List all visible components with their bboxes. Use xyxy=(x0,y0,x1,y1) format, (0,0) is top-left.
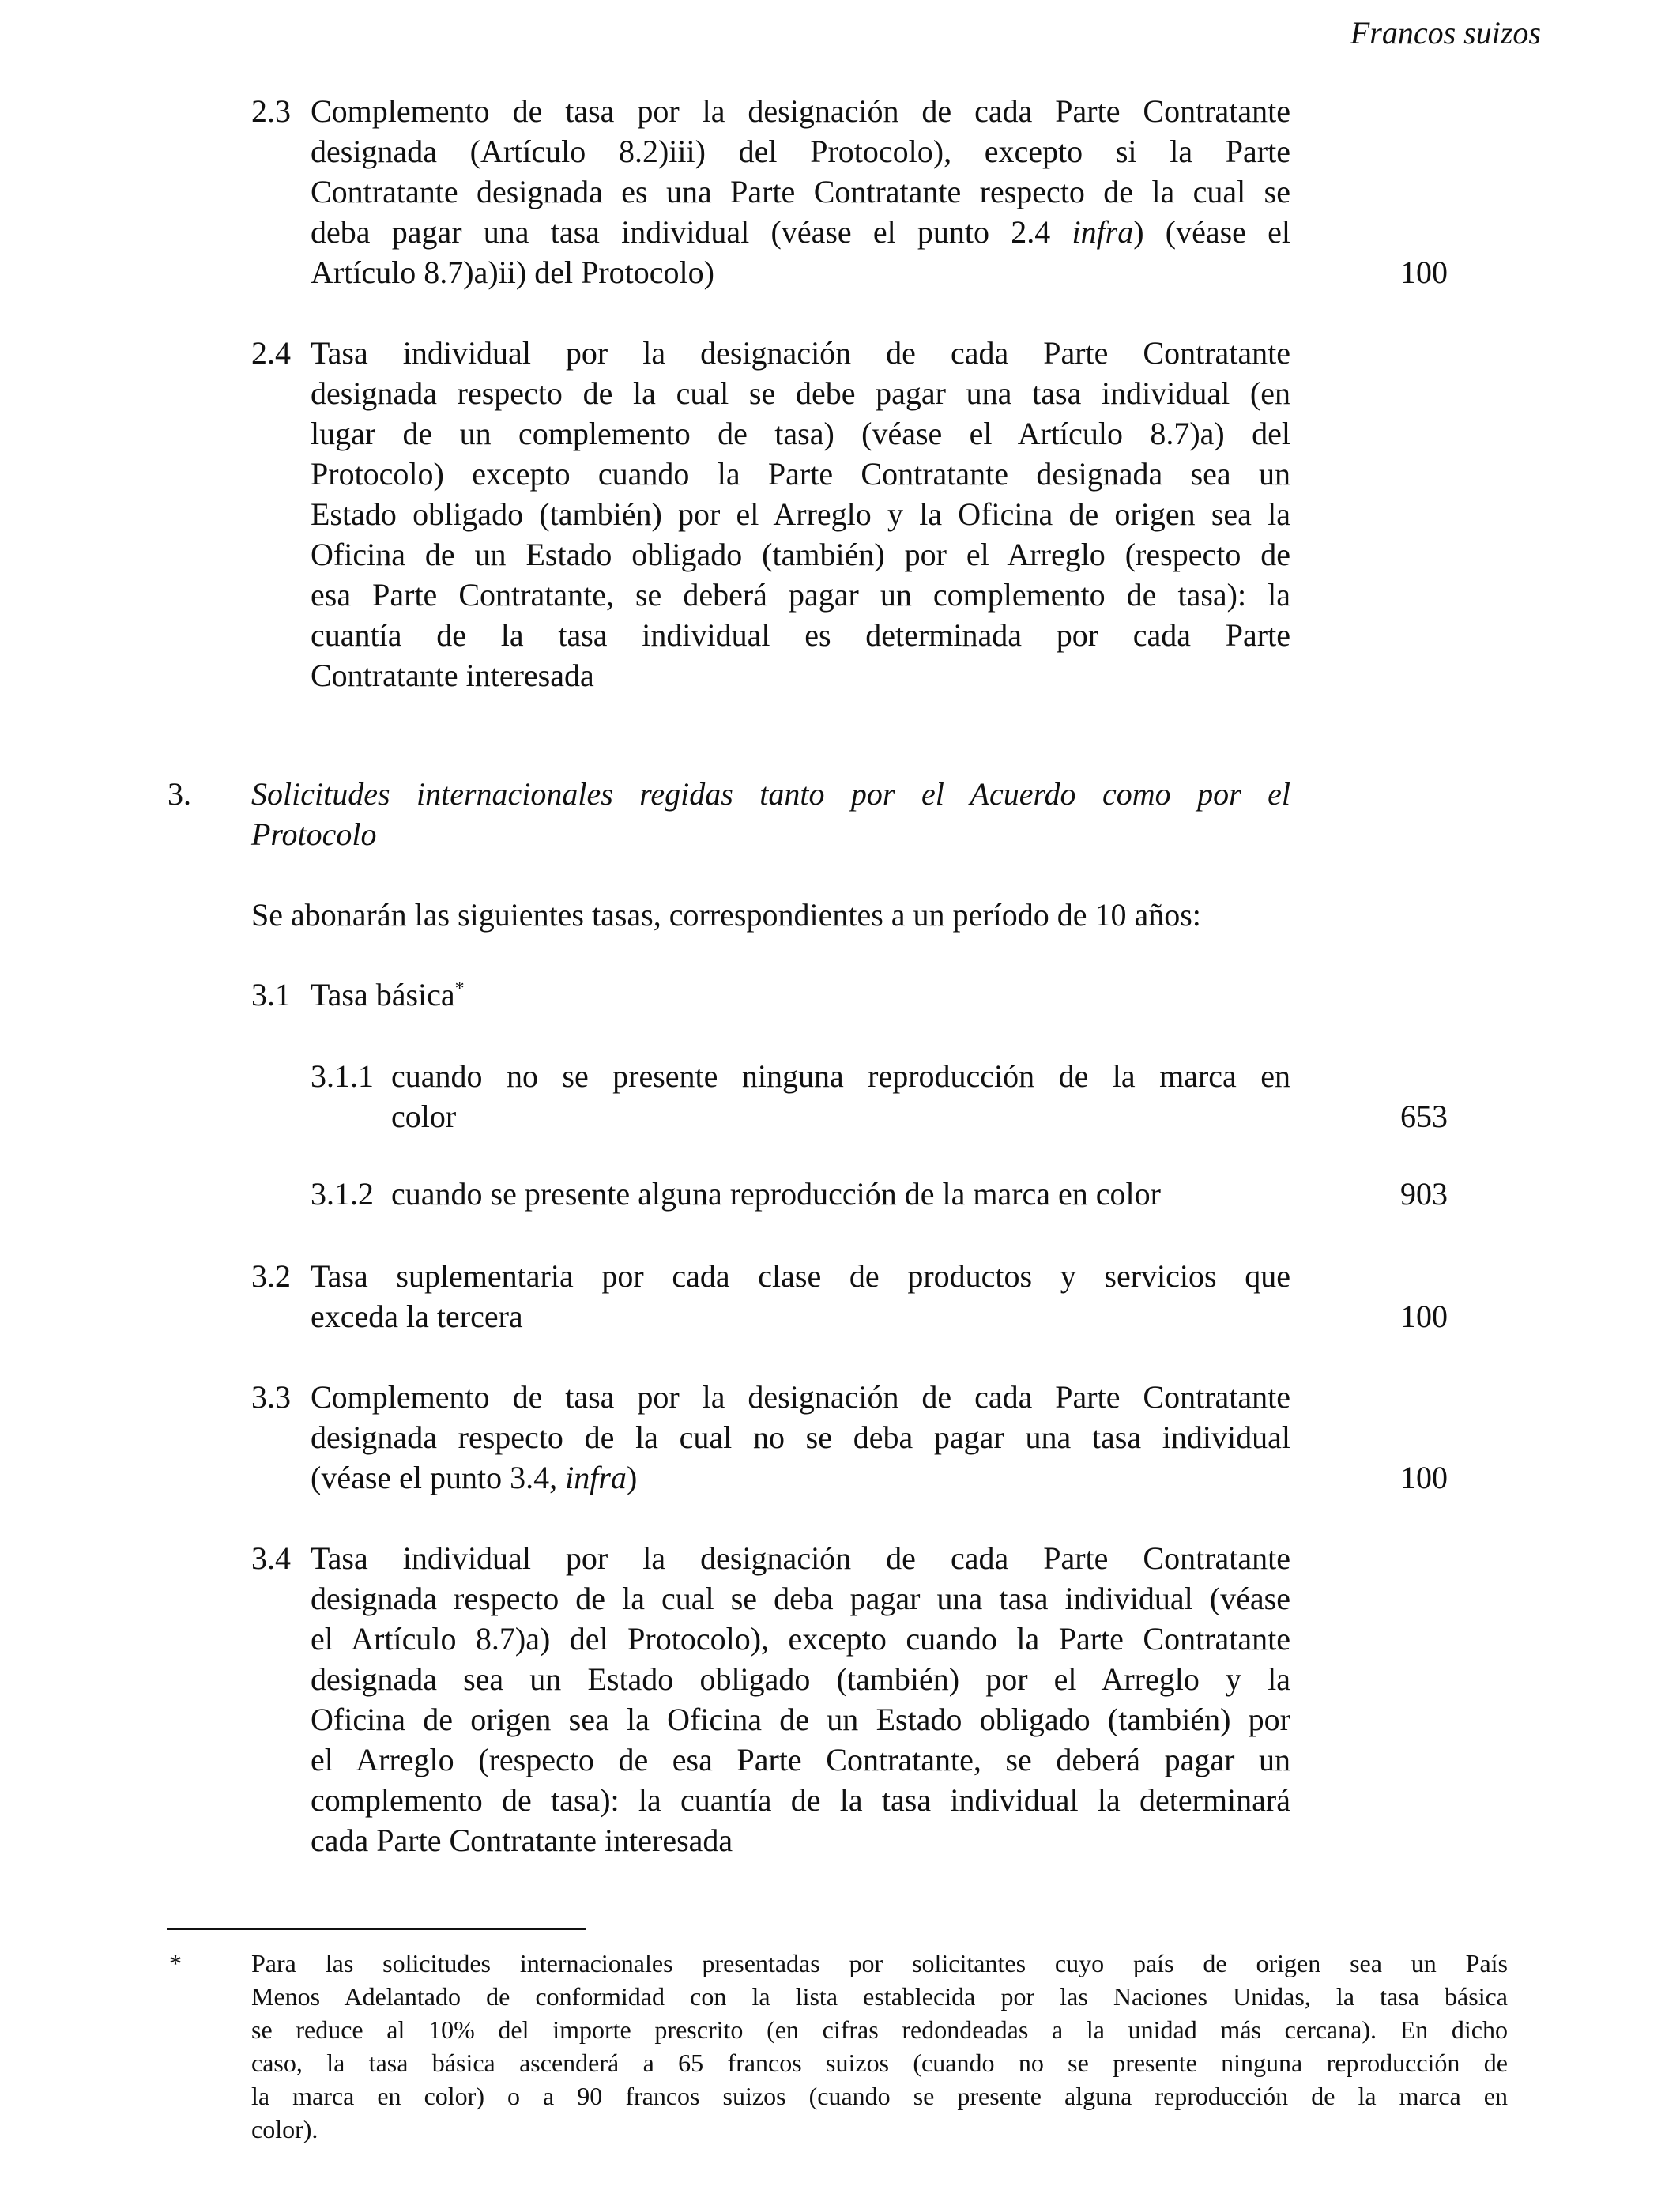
text-line: esa Parte Contratante, se deberá pagar un complemento de tasa): la xyxy=(311,577,1290,613)
title-line: Protocolo xyxy=(251,816,377,852)
footnote-line: caso, la tasa básica ascenderá a 65 francos suizos (cuando no se presente ninguna reproducción de xyxy=(251,2049,1508,2077)
footnote-reference: * xyxy=(454,978,465,999)
text-line: el Artículo 8.7)a) del Protocolo), excepto cuando la Parte Contratante xyxy=(311,1621,1290,1657)
running-header: Francos suizos xyxy=(1350,15,1541,51)
text-line: cuantía de la tasa individual es determinada por cada Parte xyxy=(311,617,1290,653)
text-line: designada respecto de la cual se deba pagar una tasa individual (véase xyxy=(311,1581,1290,1616)
item-2-4-text xyxy=(311,333,1290,696)
fee-amount-2-3: 100 xyxy=(1400,254,1448,290)
item-3-1-label: Tasa básica* xyxy=(311,977,465,1012)
footnote-line: color). xyxy=(251,2115,318,2143)
text-line: color xyxy=(391,1099,457,1134)
section-3-intro: Se abonarán las siguientes tasas, correspondientes a un período de 10 años: xyxy=(251,897,1201,933)
section-3-title xyxy=(251,774,1290,854)
text-line: Complemento de tasa por la designación de cada Parte Contratante xyxy=(311,1379,1290,1415)
text-line: deba pagar una tasa individual (véase el punto 2.4 infra) (véase el xyxy=(311,214,1290,250)
title-line: Solicitudes internacionales regidas tanto por el Acuerdo como por el xyxy=(251,776,1290,812)
text-line: Protocolo) excepto cuando la Parte Contratante designada sea un xyxy=(311,456,1290,492)
item-number-3-1-2: 3.1.2 xyxy=(311,1176,374,1212)
text-line: Estado obligado (también) por el Arreglo y la Oficina de origen sea la xyxy=(311,496,1290,532)
text-line: Tasa suplementaria por cada clase de productos y servicios que xyxy=(311,1258,1290,1294)
text-line: Complemento de tasa por la designación de cada Parte Contratante xyxy=(311,93,1290,129)
text-line: cada Parte Contratante interesada xyxy=(311,1823,733,1858)
footnote-line: se reduce al 10% del importe prescrito (en cifras redondeadas a la unidad más cercana). En dicho xyxy=(251,2015,1508,2044)
footnote-line: Menos Adelantado de conformidad con la lista establecida por las Naciones Unidas, la tasa básica xyxy=(251,1982,1508,2011)
text-line: lugar de un complemento de tasa) (véase el Artículo 8.7)a) del xyxy=(311,416,1290,451)
text-line: designada respecto de la cual no se deba pagar una tasa individual xyxy=(311,1419,1290,1455)
item-number-2-3: 2.3 xyxy=(251,93,291,129)
text-line: cuando no se presente ninguna reproducción de la marca en xyxy=(391,1058,1290,1094)
item-3-4-text xyxy=(311,1538,1290,1860)
text-line: Contratante designada es una Parte Contratante respecto de la cual se xyxy=(311,174,1290,209)
footnote-marker: * xyxy=(169,1949,182,1977)
item-3-3-text xyxy=(311,1377,1290,1498)
fee-amount-3-1-2: 903 xyxy=(1400,1176,1448,1212)
footnote-line: Para las solicitudes internacionales presentadas por solicitantes cuyo país de origen sea un País xyxy=(251,1949,1508,1977)
item-3-2-text xyxy=(311,1256,1290,1336)
footnote-text xyxy=(251,1947,1508,2146)
text-line: Artículo 8.7)a)ii) del Protocolo) xyxy=(311,254,714,290)
text-line: designada sea un Estado obligado (también) por el Arreglo y la xyxy=(311,1661,1290,1697)
item-number-2-4: 2.4 xyxy=(251,335,291,371)
section-number-3: 3. xyxy=(168,776,191,812)
fee-amount-3-3: 100 xyxy=(1400,1460,1448,1495)
text-line: (véase el punto 3.4, infra) xyxy=(311,1460,638,1495)
fee-amount-3-1-1: 653 xyxy=(1400,1099,1448,1134)
text-line: complemento de tasa): la cuantía de la tasa individual la determinará xyxy=(311,1782,1290,1818)
item-number-3-2: 3.2 xyxy=(251,1258,291,1294)
text-line: Oficina de origen sea la Oficina de un Estado obligado (también) por xyxy=(311,1702,1290,1737)
text-line: Oficina de un Estado obligado (también) por el Arreglo (respecto de xyxy=(311,537,1290,572)
item-number-3-3: 3.3 xyxy=(251,1379,291,1415)
text-line: el Arreglo (respecto de esa Parte Contratante, se deberá pagar un xyxy=(311,1742,1290,1777)
text-line: designada (Artículo 8.2)iii) del Protocolo), excepto si la Parte xyxy=(311,134,1290,169)
item-number-3-4: 3.4 xyxy=(251,1540,291,1576)
fee-amount-3-2: 100 xyxy=(1400,1299,1448,1334)
item-2-3-text xyxy=(311,91,1290,292)
text-line: Contratante interesada xyxy=(311,658,594,693)
item-3-1-1-text xyxy=(391,1056,1290,1137)
text-line: Tasa individual por la designación de cada Parte Contratante xyxy=(311,1540,1290,1576)
item-3-1-2-text: cuando se presente alguna reproducción de la marca en color xyxy=(391,1176,1161,1212)
text-line: exceda la tercera xyxy=(311,1299,523,1334)
footnote-line: la marca en color) o a 90 francos suizos (cuando se presente alguna reproducción de la marca en xyxy=(251,2082,1508,2110)
text-line: designada respecto de la cual se debe pagar una tasa individual (en xyxy=(311,375,1290,411)
footnote-separator xyxy=(167,1928,586,1930)
text-line: Tasa individual por la designación de cada Parte Contratante xyxy=(311,335,1290,371)
item-number-3-1-1: 3.1.1 xyxy=(311,1058,374,1094)
item-number-3-1: 3.1 xyxy=(251,977,291,1012)
